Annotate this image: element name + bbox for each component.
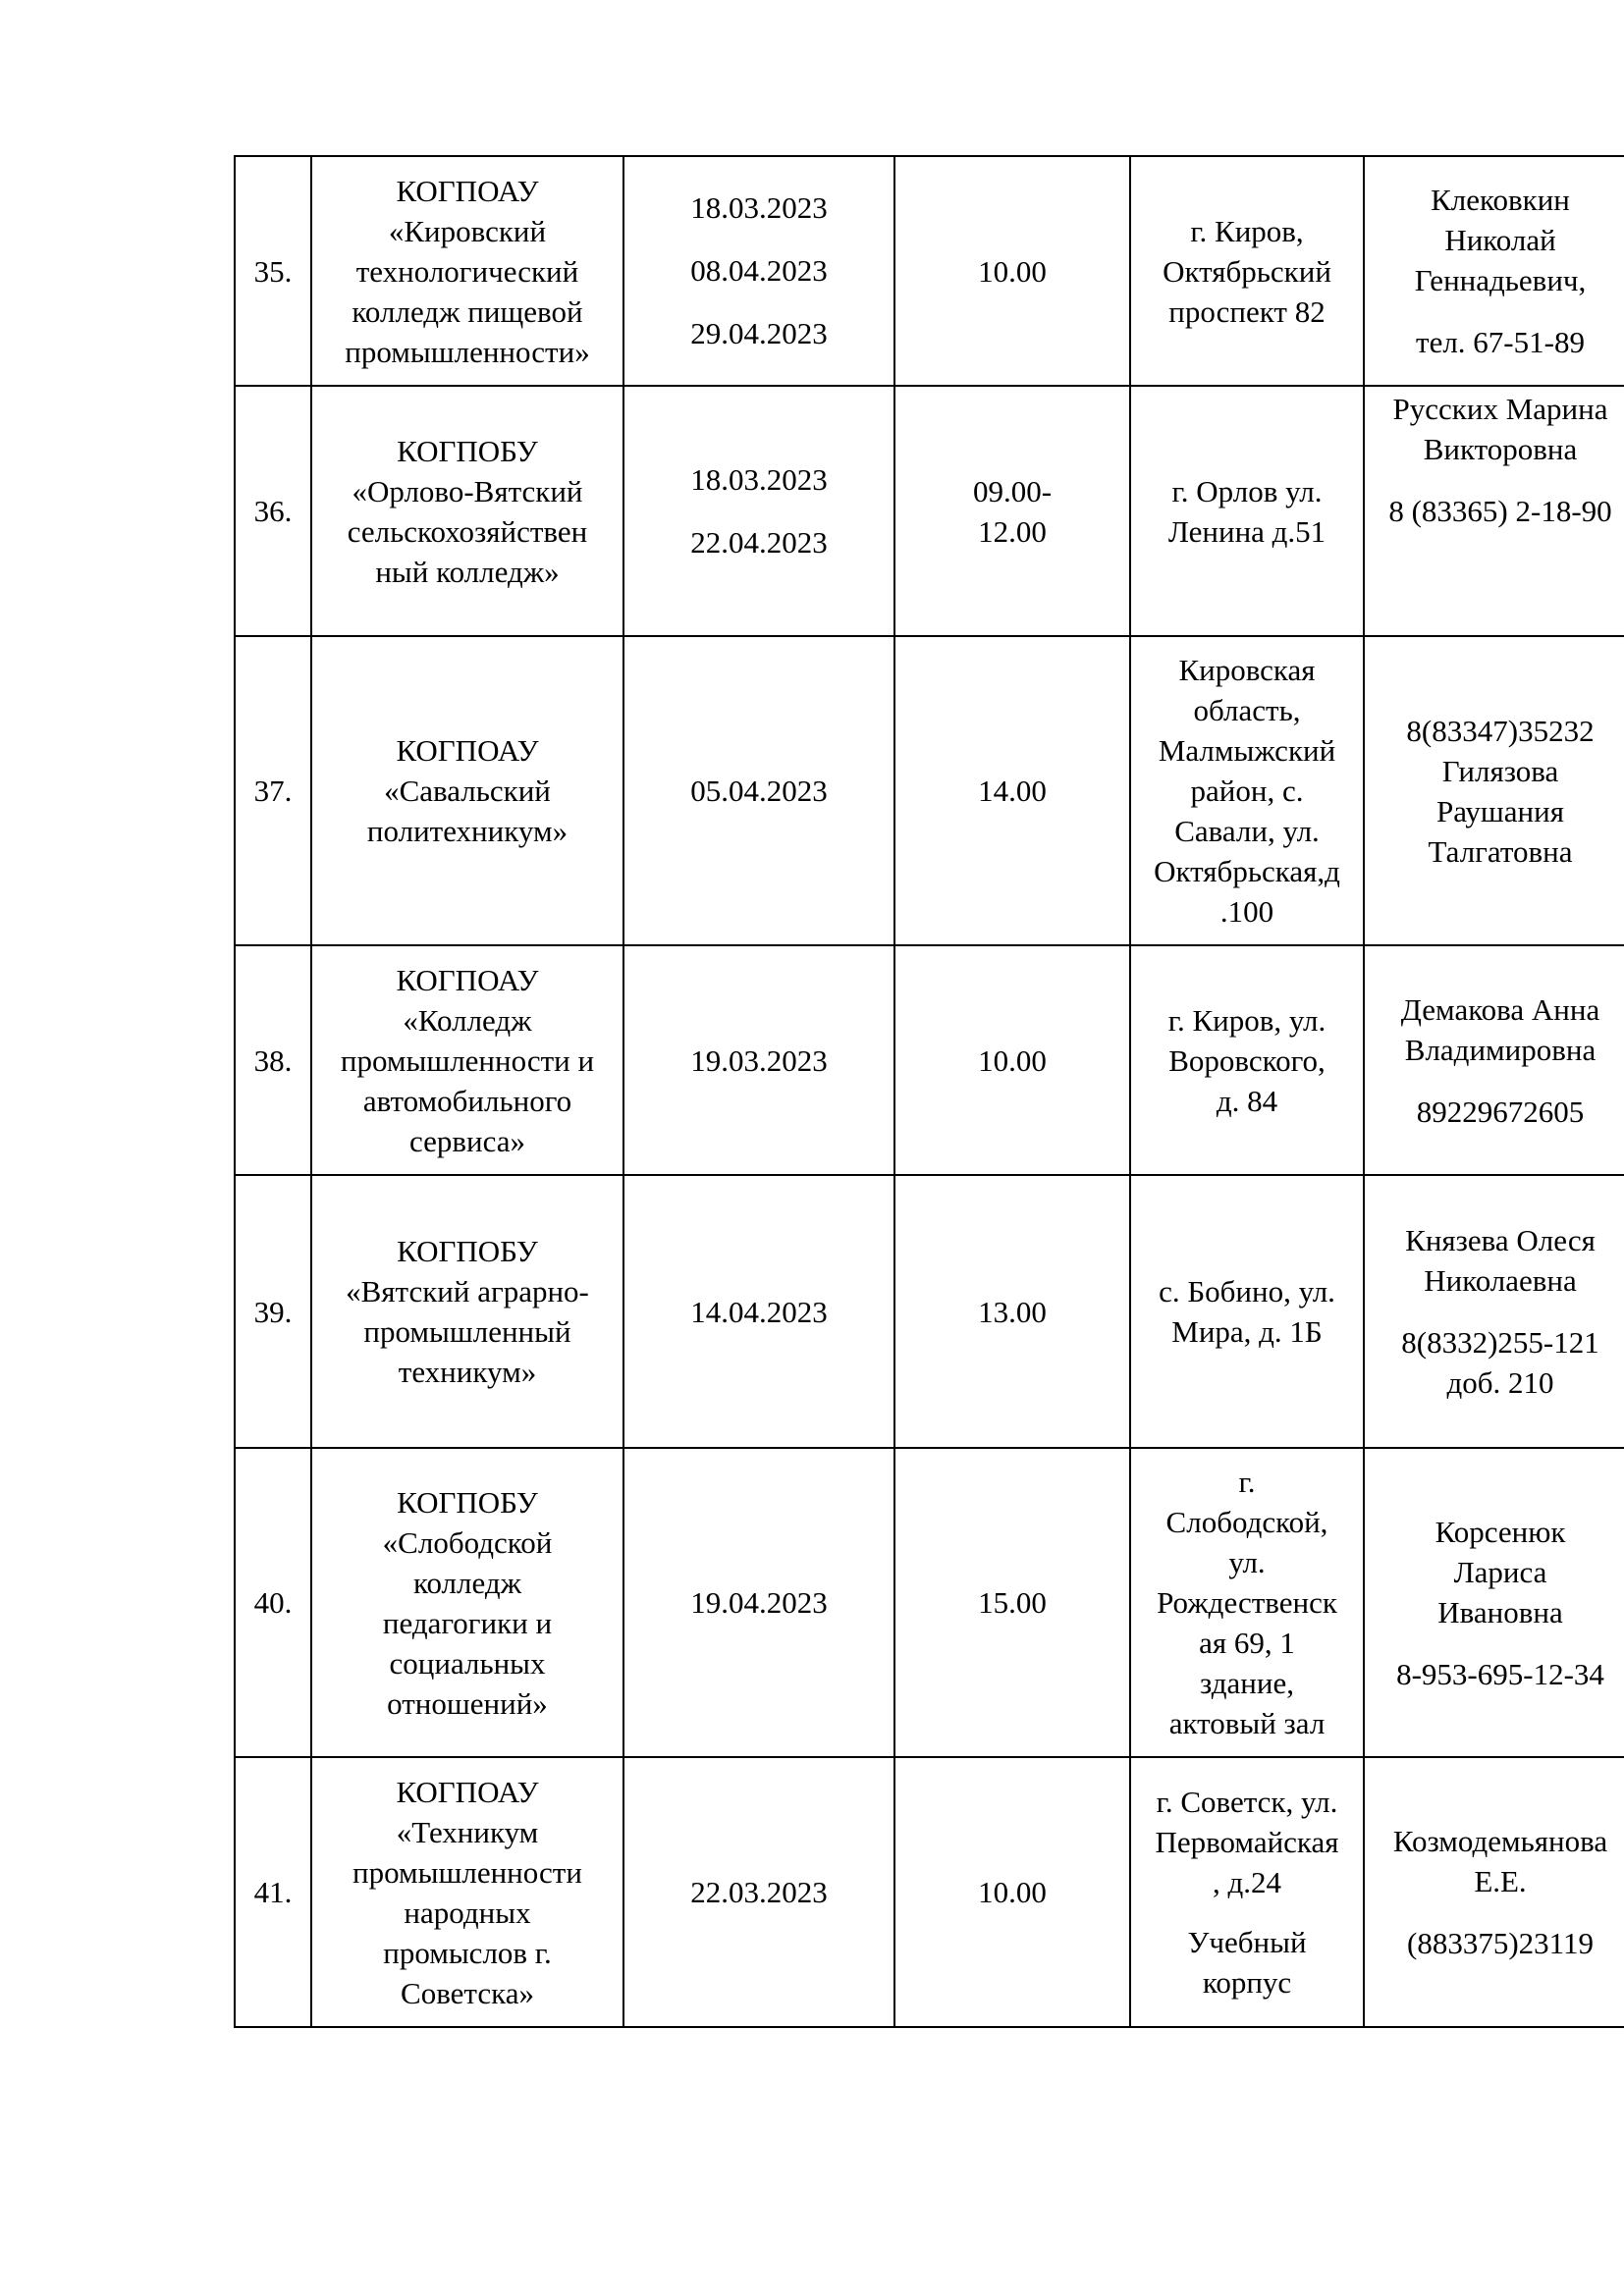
table-row xyxy=(235,1175,1624,1448)
dates-cell: 18.03.2023 08.04.2023 29.04.2023 xyxy=(623,156,894,386)
row-number: 38. xyxy=(235,945,311,1175)
organization-cell: КОГПОАУ «Савальский политехникум» xyxy=(311,636,623,945)
contact-cell: 8(83347)35232 Гилязова Раушания Талгатовна xyxy=(1364,636,1624,945)
time-cell: 15.00 xyxy=(894,1448,1130,1757)
row-number: 39. xyxy=(235,1175,311,1448)
row-number: 36. xyxy=(235,386,311,636)
organization-cell: КОГПОАУ «Кировский технологический колледж пищевой промышленности» xyxy=(311,156,623,386)
address-cell: г. Киров, Октябрьский проспект 82 xyxy=(1130,156,1364,386)
organization-cell: КОГПОАУ «Колледж промышленности и автомобильного сервиса» xyxy=(311,945,623,1175)
time-cell: 10.00 xyxy=(894,945,1130,1175)
contact-cell: Корсенюк Лариса Ивановна 8-953-695-12-34 xyxy=(1364,1448,1624,1757)
row-number: 37. xyxy=(235,636,311,945)
organization-cell: КОГПОБУ «Вятский аграрно- промышленный техникум» xyxy=(311,1175,623,1448)
dates-cell: 19.04.2023 xyxy=(623,1448,894,1757)
contact-cell: Русских Марина Викторовна 8 (83365) 2-18-90 xyxy=(1364,386,1624,636)
table-row xyxy=(235,1757,1624,2027)
time-cell: 09.00- 12.00 xyxy=(894,386,1130,636)
dates-cell: 19.03.2023 xyxy=(623,945,894,1175)
row-number: 41. xyxy=(235,1757,311,2027)
table-row xyxy=(235,636,1624,945)
dates-cell: 05.04.2023 xyxy=(623,636,894,945)
dates-cell: 18.03.2023 22.04.2023 xyxy=(623,386,894,636)
row-number: 35. xyxy=(235,156,311,386)
address-cell: г. Орлов ул. Ленина д.51 xyxy=(1130,386,1364,636)
address-cell: г. Слободской, ул. Рождественск ая 69, 1 здание, актовый зал xyxy=(1130,1448,1364,1757)
row-number: 40. xyxy=(235,1448,311,1757)
contact-cell: Козмодемьянова Е.Е. (883375)23119 xyxy=(1364,1757,1624,2027)
contact-cell: Демакова Анна Владимировна 89229672605 xyxy=(1364,945,1624,1175)
time-cell: 10.00 xyxy=(894,1757,1130,2027)
dates-cell: 14.04.2023 xyxy=(623,1175,894,1448)
organization-cell: КОГПОБУ «Орлово-Вятский сельскохозяйствен ный колледж» xyxy=(311,386,623,636)
address-cell: Кировская область, Малмыжский район, с. Савали, ул. Октябрьская,д .100 xyxy=(1130,636,1364,945)
address-cell: г. Советск, ул. Первомайская , д.24 Учебный корпус xyxy=(1130,1757,1364,2027)
organization-cell: КОГПОАУ «Техникум промышленности народных промыслов г. Советска» xyxy=(311,1757,623,2027)
table-row xyxy=(235,945,1624,1175)
contact-cell: Клековкин Николай Геннадьевич, тел. 67-51-89 xyxy=(1364,156,1624,386)
time-cell: 13.00 xyxy=(894,1175,1130,1448)
table-row xyxy=(235,386,1624,636)
events-table xyxy=(234,155,1624,2028)
contact-cell: Князева Олеся Николаевна 8(8332)255-121 доб. 210 xyxy=(1364,1175,1624,1448)
address-cell: с. Бобино, ул. Мира, д. 1Б xyxy=(1130,1175,1364,1448)
time-cell: 10.00 xyxy=(894,156,1130,386)
time-cell: 14.00 xyxy=(894,636,1130,945)
address-cell: г. Киров, ул. Воровского, д. 84 xyxy=(1130,945,1364,1175)
organization-cell: КОГПОБУ «Слободской колледж педагогики и социальных отношений» xyxy=(311,1448,623,1757)
table-row xyxy=(235,156,1624,386)
dates-cell: 22.03.2023 xyxy=(623,1757,894,2027)
table-row xyxy=(235,1448,1624,1757)
